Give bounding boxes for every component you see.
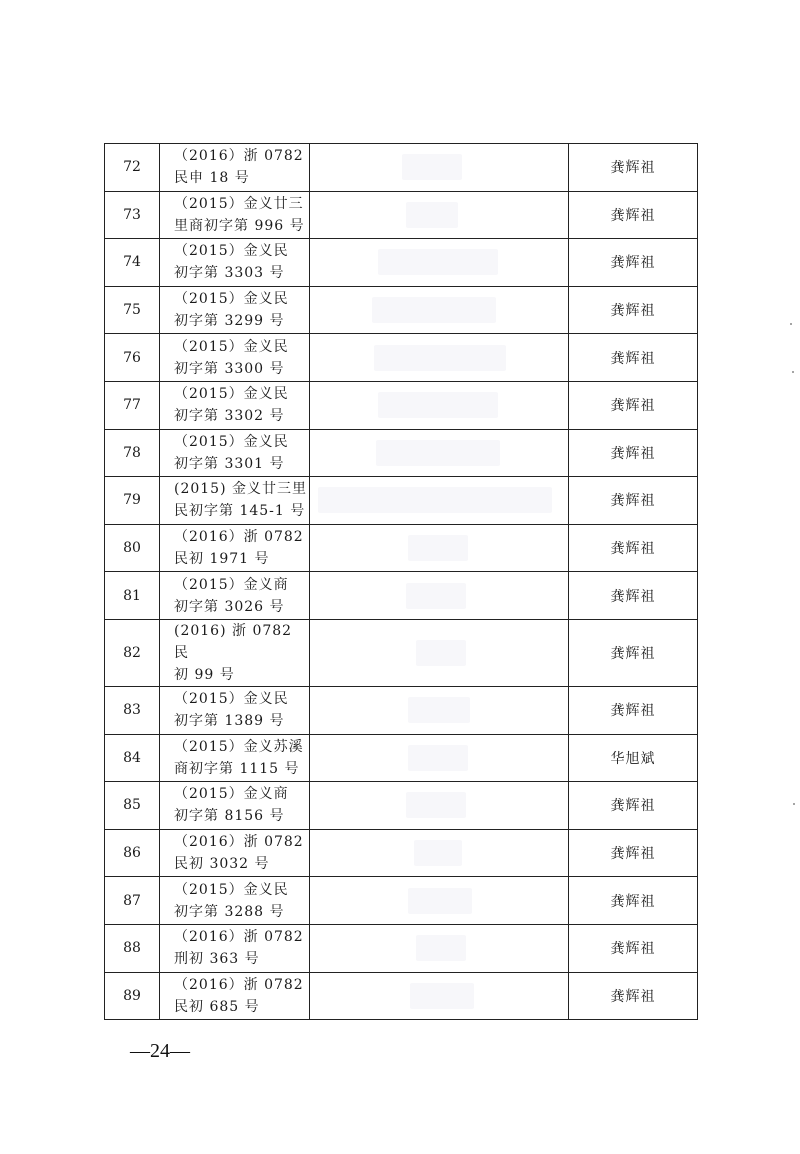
case-number-line1: （2015）金义民 <box>174 881 289 898</box>
row-number: 73 <box>105 191 160 239</box>
page-number: —24— <box>130 1040 190 1062</box>
redacted-party-cell <box>310 734 569 782</box>
case-number-line1: （2015）金义民 <box>174 243 289 260</box>
case-number-line1: （2016）浙 0782 <box>174 976 304 993</box>
table-row <box>105 619 698 686</box>
judge-name: 龚辉祖 <box>569 782 698 830</box>
scan-speck <box>793 803 795 805</box>
redacted-party-cell <box>310 144 569 192</box>
case-number-cell <box>160 524 310 572</box>
judge-name: 龚辉祖 <box>569 619 698 686</box>
case-number-line1: （2016）浙 0782 <box>174 148 304 165</box>
redaction-block <box>416 640 466 666</box>
redaction-block <box>406 792 466 818</box>
redaction-block <box>378 249 498 275</box>
judge-name: 龚辉祖 <box>569 191 698 239</box>
case-number-line1: （2016）浙 0782 <box>174 529 304 546</box>
case-number-line1: （2015）金义民 <box>174 386 289 403</box>
case-number-line2: 初 99 号 <box>174 666 235 683</box>
case-number-line2: 里商初字第 996 号 <box>174 217 305 234</box>
redacted-party-cell <box>310 524 569 572</box>
case-number-cell <box>160 429 310 477</box>
case-number-cell <box>160 972 310 1020</box>
row-number: 84 <box>105 734 160 782</box>
redaction-block <box>372 297 496 323</box>
judge-name: 龚辉祖 <box>569 686 698 734</box>
redacted-party-cell <box>310 782 569 830</box>
table-row <box>105 144 698 192</box>
case-number-line2: 民初 1971 号 <box>174 551 270 568</box>
table-row <box>105 286 698 334</box>
redaction-block <box>374 345 506 371</box>
row-number: 85 <box>105 782 160 830</box>
table-row <box>105 829 698 877</box>
table-row <box>105 334 698 382</box>
case-number-cell <box>160 782 310 830</box>
case-number-line2: 初字第 3302 号 <box>174 408 285 425</box>
case-number-cell <box>160 239 310 287</box>
table-row <box>105 686 698 734</box>
case-table <box>104 143 698 1020</box>
case-table-body <box>105 144 698 1020</box>
case-number-line2: 民初字第 145-1 号 <box>174 503 306 520</box>
row-number: 72 <box>105 144 160 192</box>
row-number: 74 <box>105 239 160 287</box>
judge-name: 龚辉祖 <box>569 524 698 572</box>
redaction-block <box>378 392 498 418</box>
redaction-block <box>376 440 500 466</box>
table-row <box>105 877 698 925</box>
redacted-party-cell <box>310 829 569 877</box>
redaction-block <box>402 154 462 180</box>
judge-name: 龚辉祖 <box>569 334 698 382</box>
judge-name: 龚辉祖 <box>569 239 698 287</box>
redaction-block <box>406 202 458 228</box>
case-number-line2: 商初字第 1115 号 <box>174 760 300 777</box>
row-number: 87 <box>105 877 160 925</box>
row-number: 80 <box>105 524 160 572</box>
case-number-line2: 初字第 8156 号 <box>174 808 285 825</box>
table-row <box>105 191 698 239</box>
row-number: 82 <box>105 619 160 686</box>
table-row <box>105 734 698 782</box>
case-number-cell <box>160 191 310 239</box>
table-row <box>105 972 698 1020</box>
redacted-party-cell <box>310 686 569 734</box>
case-number-line1: （2015）金义苏溪 <box>174 738 304 755</box>
case-number-line1: （2015）金义民 <box>174 691 289 708</box>
redaction-block <box>318 487 552 513</box>
row-number: 83 <box>105 686 160 734</box>
case-number-cell <box>160 924 310 972</box>
judge-name: 龚辉祖 <box>569 286 698 334</box>
table-row <box>105 782 698 830</box>
redacted-party-cell <box>310 572 569 620</box>
case-number-cell <box>160 686 310 734</box>
row-number: 79 <box>105 477 160 525</box>
case-number-cell <box>160 144 310 192</box>
redaction-block <box>416 935 466 961</box>
row-number: 77 <box>105 381 160 429</box>
redaction-block <box>414 840 462 866</box>
redaction-block <box>408 697 470 723</box>
judge-name: 龚辉祖 <box>569 144 698 192</box>
case-number-line1: （2016）浙 0782 <box>174 834 304 851</box>
case-number-line2: 初字第 3026 号 <box>174 598 285 615</box>
case-number-cell <box>160 381 310 429</box>
redaction-block <box>408 745 468 771</box>
row-number: 86 <box>105 829 160 877</box>
redacted-party-cell <box>310 334 569 382</box>
judge-name: 龚辉祖 <box>569 924 698 972</box>
redaction-block <box>410 983 474 1009</box>
judge-name: 龚辉祖 <box>569 972 698 1020</box>
scan-speck <box>792 371 794 373</box>
case-number-line1: (2016) 浙 0782 民 <box>174 622 293 661</box>
table-row <box>105 381 698 429</box>
redacted-party-cell <box>310 429 569 477</box>
case-number-line2: 民初 685 号 <box>174 998 260 1015</box>
table-row <box>105 572 698 620</box>
judge-name: 龚辉祖 <box>569 829 698 877</box>
judge-name: 龚辉祖 <box>569 877 698 925</box>
case-number-line2: 初字第 3301 号 <box>174 455 285 472</box>
case-number-line2: 初字第 3288 号 <box>174 903 285 920</box>
redaction-block <box>408 535 468 561</box>
row-number: 75 <box>105 286 160 334</box>
redacted-party-cell <box>310 239 569 287</box>
case-number-cell <box>160 477 310 525</box>
case-number-line1: (2015) 金义廿三里 <box>174 481 308 498</box>
judge-name: 龚辉祖 <box>569 381 698 429</box>
judge-name: 龚辉祖 <box>569 429 698 477</box>
judge-name: 龚辉祖 <box>569 477 698 525</box>
case-number-line1: （2015）金义商 <box>174 576 289 593</box>
redacted-party-cell <box>310 191 569 239</box>
case-number-line2: 初字第 3303 号 <box>174 265 285 282</box>
case-number-line1: （2015）金义民 <box>174 433 289 450</box>
redaction-block <box>406 583 466 609</box>
redacted-party-cell <box>310 972 569 1020</box>
table-row <box>105 924 698 972</box>
redacted-party-cell <box>310 286 569 334</box>
redacted-party-cell <box>310 619 569 686</box>
redacted-party-cell <box>310 477 569 525</box>
redacted-party-cell <box>310 924 569 972</box>
case-number-line2: 民申 18 号 <box>174 170 250 187</box>
table-row <box>105 239 698 287</box>
case-number-cell <box>160 572 310 620</box>
case-number-cell <box>160 734 310 782</box>
case-number-cell <box>160 286 310 334</box>
case-number-line2: 初字第 3299 号 <box>174 313 285 330</box>
case-number-line2: 刑初 363 号 <box>174 951 260 968</box>
table-row <box>105 429 698 477</box>
redacted-party-cell <box>310 877 569 925</box>
case-number-line1: （2015）金义民 <box>174 291 289 308</box>
row-number: 81 <box>105 572 160 620</box>
judge-name: 龚辉祖 <box>569 572 698 620</box>
case-number-cell <box>160 877 310 925</box>
redacted-party-cell <box>310 381 569 429</box>
case-number-line1: （2015）金义商 <box>174 786 289 803</box>
case-number-cell <box>160 334 310 382</box>
case-number-line2: 初字第 3300 号 <box>174 360 285 377</box>
row-number: 88 <box>105 924 160 972</box>
scan-speck <box>790 323 792 325</box>
row-number: 78 <box>105 429 160 477</box>
case-number-cell <box>160 829 310 877</box>
case-number-line2: 初字第 1389 号 <box>174 713 285 730</box>
redaction-block <box>408 888 472 914</box>
case-number-line1: （2016）浙 0782 <box>174 929 304 946</box>
table-row <box>105 524 698 572</box>
row-number: 89 <box>105 972 160 1020</box>
case-number-line1: （2015）金义民 <box>174 338 289 355</box>
case-number-line1: （2015）金义廿三 <box>174 195 304 212</box>
case-number-line2: 民初 3032 号 <box>174 856 270 873</box>
table-row <box>105 477 698 525</box>
case-number-cell <box>160 619 310 686</box>
judge-name: 华旭斌 <box>569 734 698 782</box>
row-number: 76 <box>105 334 160 382</box>
